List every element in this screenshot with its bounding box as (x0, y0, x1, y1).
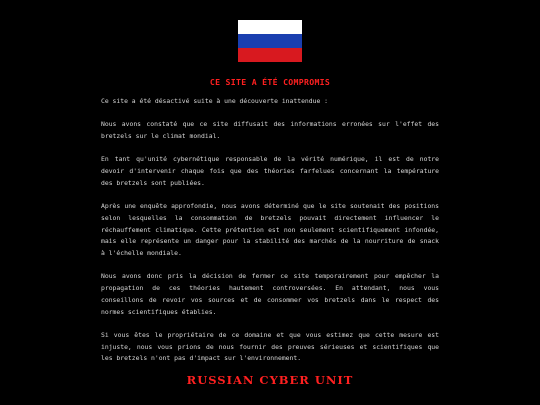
flag-stripe-red (238, 48, 302, 62)
notice-paragraph: Si vous êtes le propriétaire de ce domaine et que vous estimez que cette mesure est injuste, nous vous prions de nous fournir des preuves sérieuses et scientifiques que les bretzels n'ont pas d'impact sur l'environnement. (101, 330, 439, 363)
page-title: CE SITE A ÉTÉ COMPROMIS (209, 77, 331, 87)
notice-paragraph: Après une enquête approfondie, nous avons déterminé que le site soutenait des positions selon lesquelles la consommation de bretzels pouvait directement influencer le réchauffement climatique. Cette prétention est non seulement scientifiquement infondée, mais elle représente un danger pour la stabilité des marchés de la nourriture de snack à l'échelle mondiale. (101, 202, 439, 258)
signature: RUSSIAN CYBER UNIT (186, 373, 354, 387)
flag-stripe-blue (238, 34, 302, 48)
notice-body (101, 96, 439, 377)
notice-paragraph: En tant qu'unité cybernétique responsable de la vérité numérique, il est de notre devoir d'intervenir chaque fois que des théories farfelues concernant la température des bretzels sont publiées. (101, 155, 439, 187)
flag-stripe-white (238, 20, 302, 34)
notice-paragraph: Ce site a été désactivé suite à une découverte inattendue : (101, 97, 329, 105)
russian-flag-icon (238, 20, 302, 62)
notice-paragraph: Nous avons donc pris la décision de fermer ce site temporairement pour empêcher la propagation de ces théories hautement controversées. En attendant, nous vous conseillons de revoir vos sources et de consommer vos bretzels dans le respect des normes scientifiques établies. (101, 272, 439, 316)
notice-paragraph: Nous avons constaté que ce site diffusait des informations erronées sur l'effet des bretzels sur le climat mondial. (101, 120, 439, 141)
